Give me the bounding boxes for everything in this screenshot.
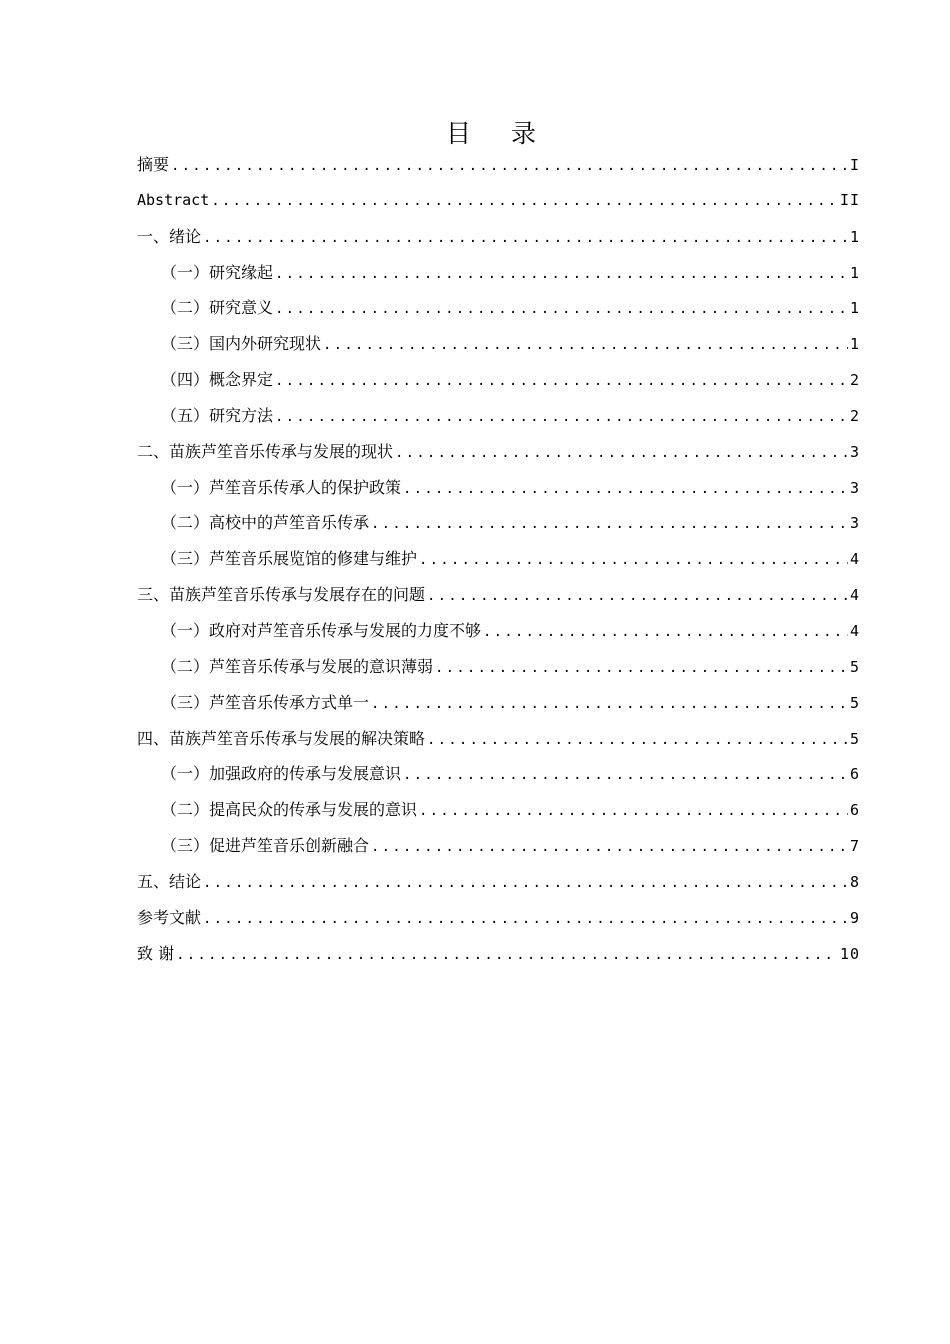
toc-entry-label: （四）概念界定: [161, 370, 274, 390]
toc-dot-leader: [483, 615, 848, 651]
toc-entry[interactable]: [137, 577, 860, 613]
toc-dot-leader: [435, 651, 848, 687]
toc-dot-leader: [176, 938, 838, 974]
toc-entry-label: （三）芦笙音乐展览馆的修建与维护: [161, 549, 418, 569]
toc-entry[interactable]: [137, 147, 860, 183]
toc-page-number: 2: [849, 371, 860, 390]
toc-list: [137, 147, 860, 971]
toc-entry[interactable]: [137, 398, 860, 434]
toc-entry-label: （一）政府对芦笙音乐传承与发展的力度不够: [161, 620, 482, 640]
toc-page-number: I: [849, 156, 860, 174]
toc-entry-label: （三）国内外研究现状: [161, 334, 322, 354]
toc-entry-label: 二、苗族芦笙音乐传承与发展的现状: [137, 441, 394, 461]
toc-page-number: II: [839, 190, 860, 209]
toc-dot-leader: [371, 687, 848, 723]
toc-entry[interactable]: [137, 326, 860, 362]
toc-entry-label: （一）芦笙音乐传承人的保护政策: [161, 477, 402, 497]
toc-entry[interactable]: [137, 649, 860, 685]
toc-entry-label: （三）芦笙音乐传承方式单一: [161, 692, 370, 712]
toc-dot-leader: [203, 866, 848, 902]
toc-page-number: 9: [849, 908, 860, 927]
toc-page-number: 4: [849, 550, 860, 569]
toc-page-number: 1: [849, 299, 860, 318]
toc-dot-leader: [275, 257, 848, 293]
toc-entry[interactable]: [137, 290, 860, 326]
toc-entry[interactable]: [137, 936, 860, 972]
toc-dot-leader: [203, 221, 848, 257]
toc-dot-leader: [395, 436, 848, 472]
toc-entry-label: （一）加强政府的传承与发展意识: [161, 764, 402, 784]
toc-entry[interactable]: [137, 362, 860, 398]
toc-page-number: 6: [849, 765, 860, 784]
toc-page-number: 8: [849, 872, 860, 891]
toc-page-number: 6: [849, 801, 860, 820]
toc-page-number: 10: [839, 944, 860, 963]
toc-page-number: 1: [849, 335, 860, 354]
toc-page-number: 4: [849, 621, 860, 640]
toc-dot-leader: [427, 723, 848, 759]
toc-dot-leader: [275, 292, 848, 328]
toc-entry[interactable]: [137, 685, 860, 721]
toc-dot-leader: [275, 364, 848, 400]
toc-entry-label: 一、绪论: [137, 226, 202, 246]
toc-entry[interactable]: [137, 756, 860, 792]
toc-page-number: 5: [849, 693, 860, 712]
toc-entry[interactable]: [137, 541, 860, 577]
toc-entry[interactable]: [137, 255, 860, 291]
toc-entry[interactable]: [137, 434, 860, 470]
toc-entry[interactable]: [137, 828, 860, 864]
toc-dot-leader: [371, 507, 848, 543]
toc-page-number: 1: [849, 263, 860, 282]
toc-entry[interactable]: [137, 864, 860, 900]
toc-entry-label: 参考文献: [137, 907, 202, 927]
toc-entry-label: 三、苗族芦笙音乐传承与发展存在的问题: [137, 585, 426, 605]
toc-entry[interactable]: [137, 613, 860, 649]
toc-page-number: 3: [849, 478, 860, 497]
toc-page-number: 2: [849, 406, 860, 425]
toc-dot-leader: [275, 400, 848, 436]
toc-dot-leader: [211, 184, 838, 220]
toc-dot-leader: [427, 579, 848, 615]
toc-entry-label: Abstract: [137, 190, 210, 209]
toc-entry[interactable]: [137, 792, 860, 828]
toc-entry-label: （三）促进芦笙音乐创新融合: [161, 836, 370, 856]
toc-entry-label: （二）提高民众的传承与发展的意识: [161, 800, 418, 820]
toc-dot-leader: [419, 794, 848, 830]
toc-dot-leader: [203, 902, 848, 938]
toc-entry-label: （五）研究方法: [161, 405, 274, 425]
toc-dot-leader: [323, 328, 848, 364]
toc-entry[interactable]: [137, 900, 860, 936]
toc-entry-label: （二）研究意义: [161, 298, 274, 318]
toc-dot-leader: [419, 543, 848, 579]
toc-page-number: 5: [849, 657, 860, 676]
toc-entry[interactable]: [137, 183, 860, 219]
toc-entry[interactable]: [137, 219, 860, 255]
toc-dot-leader: [371, 830, 848, 866]
toc-dot-leader: [403, 758, 848, 794]
toc-page-number: 3: [849, 514, 860, 533]
toc-title: 目 录: [446, 119, 552, 148]
toc-entry-label: （二）高校中的芦笙音乐传承: [161, 513, 370, 533]
toc-page-number: 7: [849, 837, 860, 856]
toc-page-number: 5: [849, 729, 860, 748]
toc-entry[interactable]: [137, 505, 860, 541]
toc-entry[interactable]: [137, 721, 860, 757]
toc-entry-label: 摘要: [137, 155, 170, 174]
toc-page-number: 1: [849, 227, 860, 246]
toc-entry-label: （二）芦笙音乐传承与发展的意识薄弱: [161, 656, 434, 676]
toc-entry[interactable]: [137, 470, 860, 506]
toc-entry-label: 致 谢: [137, 943, 175, 963]
toc-entry-label: 五、结论: [137, 871, 202, 891]
toc-page-number: 4: [849, 586, 860, 605]
toc-dot-leader: [403, 472, 848, 508]
toc-dot-leader: [171, 149, 848, 185]
toc-entry-label: （一）研究缘起: [161, 262, 274, 282]
toc-entry-label: 四、苗族芦笙音乐传承与发展的解决策略: [137, 728, 426, 748]
toc-page-number: 3: [849, 442, 860, 461]
